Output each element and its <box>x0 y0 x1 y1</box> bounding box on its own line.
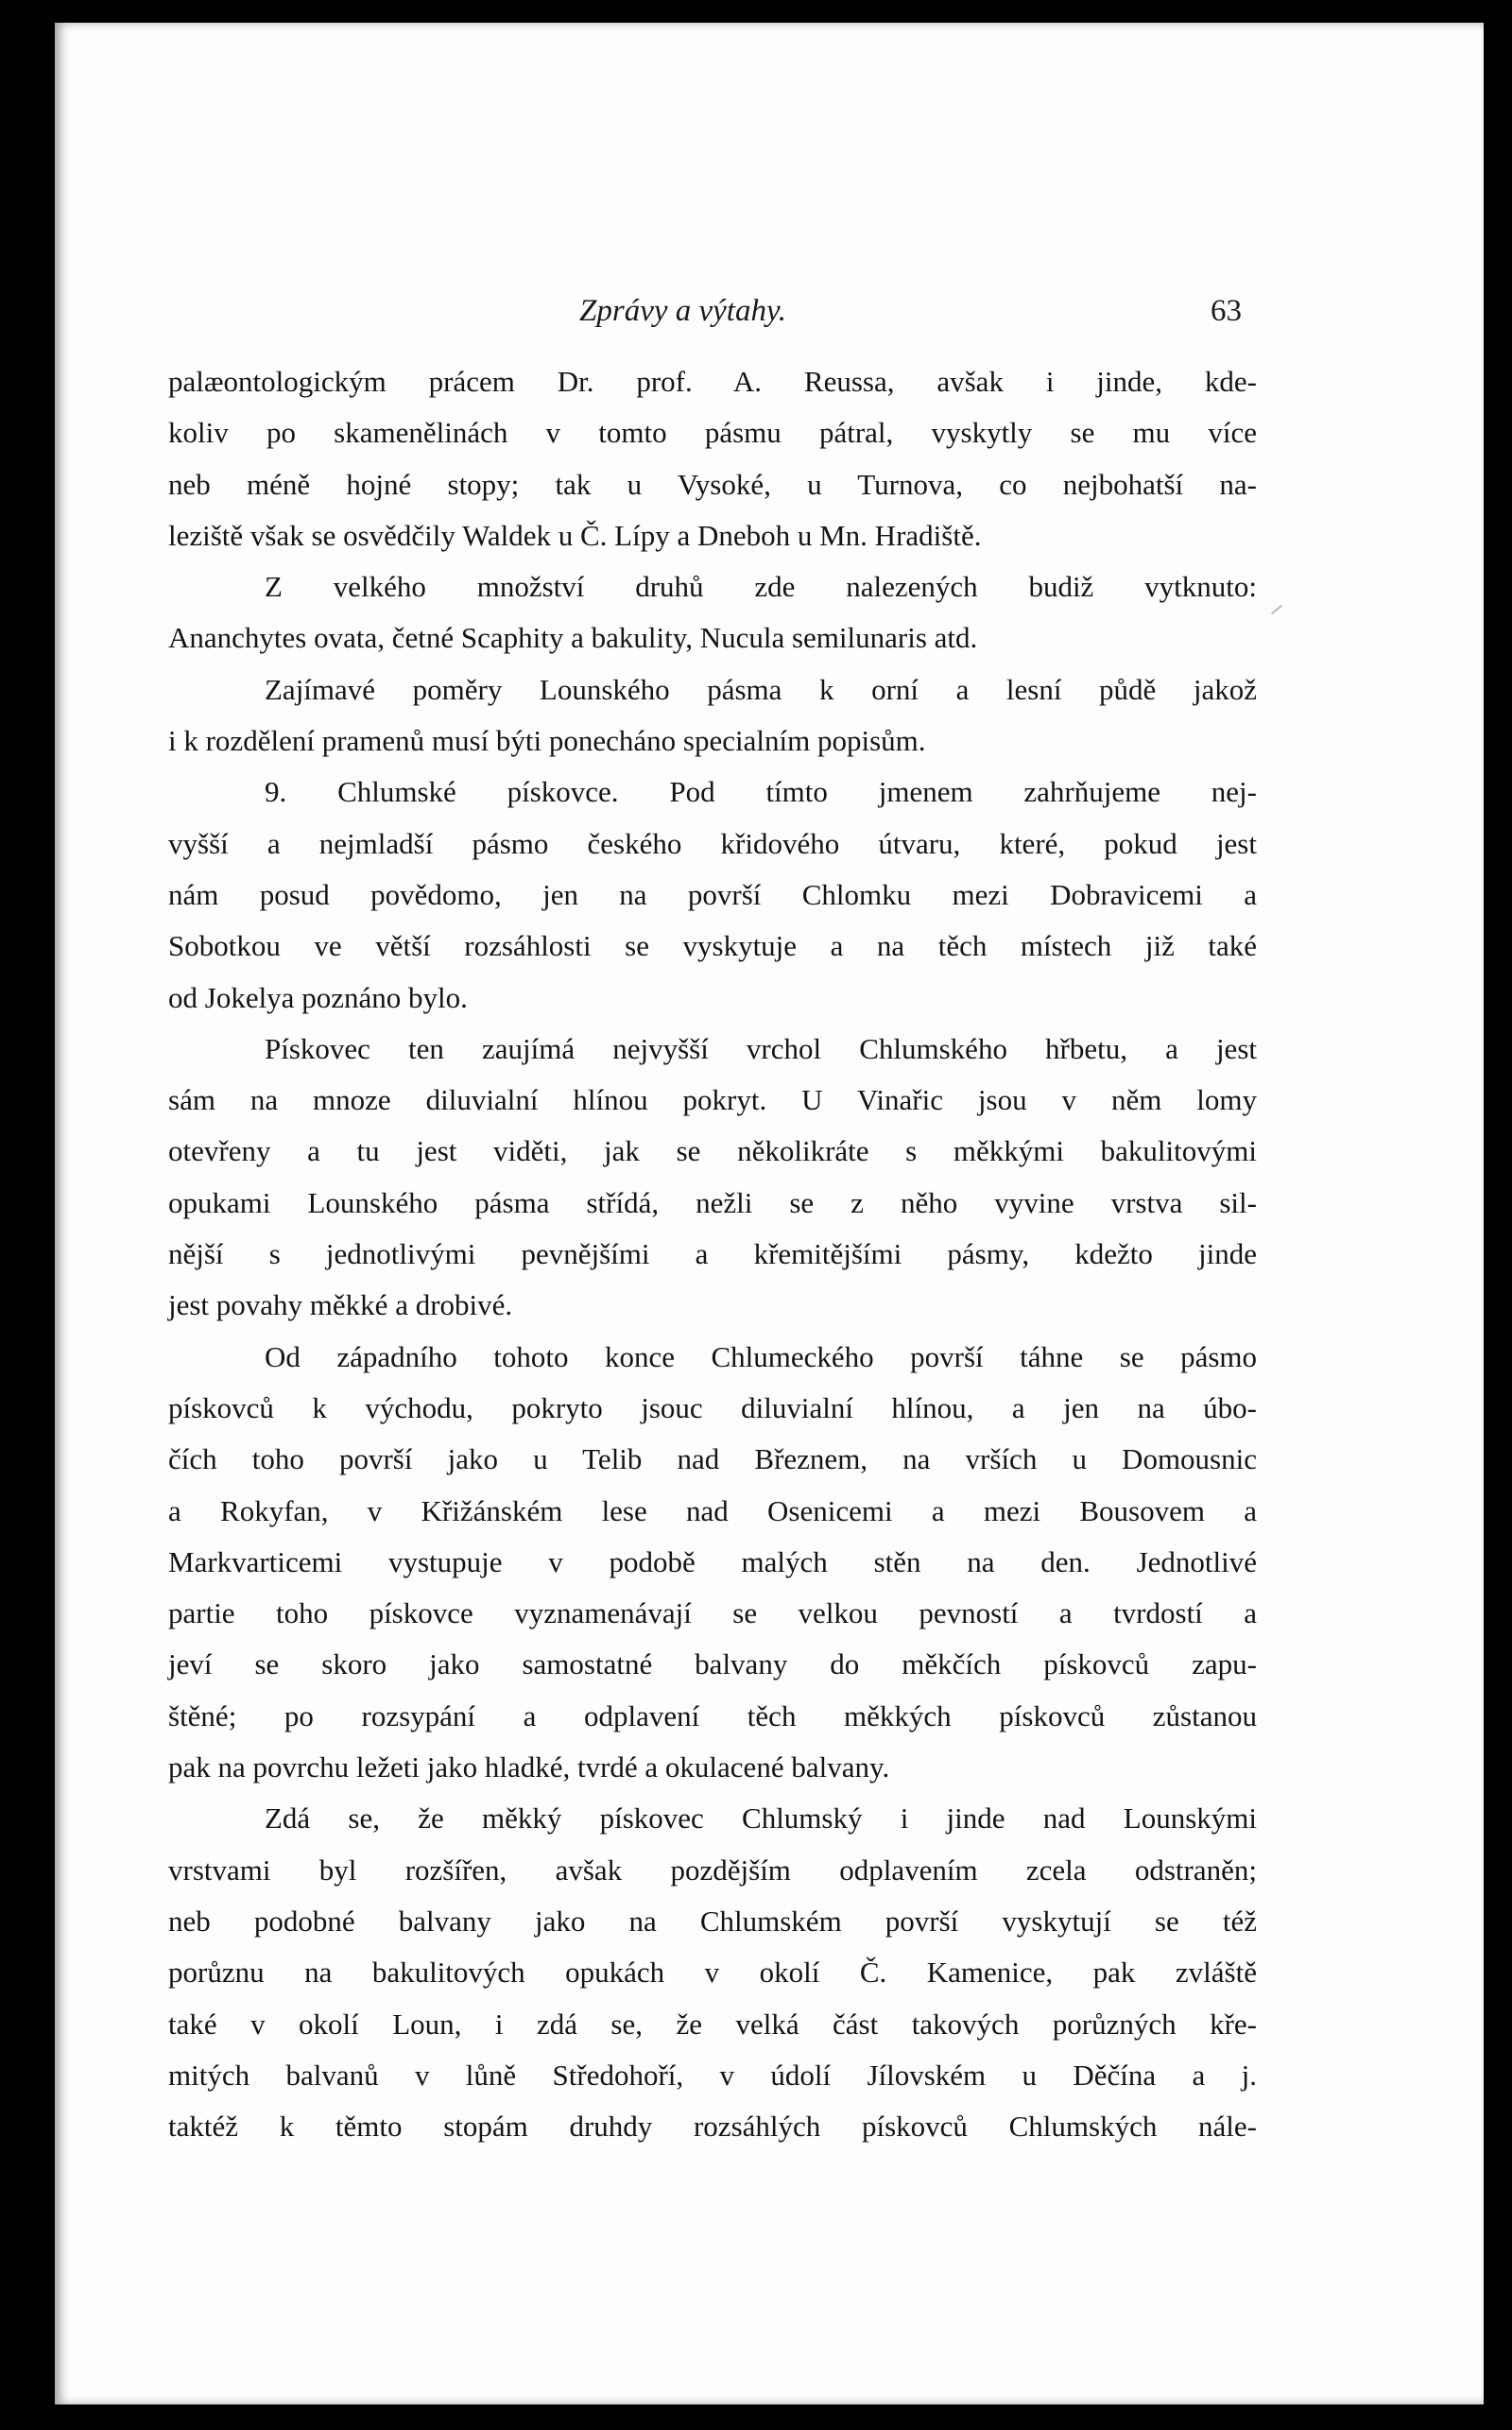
text-line: také v okolí Loun, i zdá se, že velká část takových porůzných kře- <box>168 2007 1257 2041</box>
text-line: mitých balvanů v lůně Středohoří, v údolí Jílovském u Děčína a j. <box>168 2058 1257 2092</box>
text-line: koliv po skamenělinách v tomto pásmu pátral, vyskytly se mu více <box>168 416 1257 450</box>
text-line: pískovců k východu, pokryto jsouc diluvialní hlínou, a jen na úbo- <box>168 1390 1257 1424</box>
text-line: štěné; po rozsypání a odplavení těch měkkých pískovců zůstanou <box>168 1698 1257 1732</box>
text-line: i k rozdělení pramenů musí býti ponecháno specialním popisům. <box>168 724 926 758</box>
text-line: nám posud povědomo, jen na površí Chlomku mezi Dobravicemi a <box>168 877 1257 911</box>
text-line: taktéž k těmto stopám druhdy rozsáhlých pískovců Chlumských nále- <box>168 2110 1257 2144</box>
text-line: Pískovec ten zaujímá nejvyšší vrchol Chlumského hřbetu, a jest <box>265 1031 1257 1065</box>
text-line: Ananchytes ovata, četné Scaphity a bakulity, Nucula semilunaris atd. <box>168 621 978 655</box>
text-line: porůznu na bakulitových opukách v okolí Č. Kamenice, pak zvláště <box>168 1956 1257 1990</box>
running-header <box>55 294 1484 341</box>
text-line: jest povahy měkké a drobivé. <box>168 1288 513 1322</box>
text-line: jeví se skoro jako samostatné balvany do měkčích pískovců zapu- <box>168 1647 1257 1681</box>
text-line: Od západního tohoto konce Chlumeckého površí táhne se pásmo <box>265 1339 1257 1373</box>
text-line: otevřeny a tu jest viděti, jak se několikráte s měkkými bakulitovými <box>168 1134 1257 1168</box>
text-line: Z velkého množství druhů zde nalezených budiž vytknuto: <box>265 570 1257 604</box>
text-line: pak na povrchu ležeti jako hladké, tvrdé a okulacené balvany. <box>168 1750 890 1784</box>
text-line: neb podobné balvany jako na Chlumském površí vyskytují se též <box>168 1904 1257 1938</box>
text-line: Zdá se, že měkký pískovec Chlumský i jinde nad Lounskými <box>265 1801 1257 1835</box>
text-line: palæontologickým prácem Dr. prof. A. Reussa, avšak i jinde, kde- <box>168 365 1257 398</box>
text-line: Sobotkou ve větší rozsáhlosti se vyskytuje a na těch místech již také <box>168 929 1257 963</box>
text-line: Markvarticemi vystupuje v podobě malých stěn na den. Jednotlivé <box>168 1544 1257 1578</box>
section-heading-line: 9. Chlumské pískovce. Pod tímto jmenem zahrňujeme nej- <box>265 775 1257 809</box>
text-line: sám na mnoze diluvialní hlínou pokryt. U Vinařic jsou v něm lomy <box>168 1083 1257 1117</box>
running-title: Zprávy a výtahy. <box>579 294 787 328</box>
text-line: partie toho pískovce vyznamenávají se velkou pevností a tvrdostí a <box>168 1596 1257 1630</box>
page-sheet <box>55 23 1484 2404</box>
text-line: a Rokyfan, v Křižánském lese nad Osenicemi a mezi Bousovem a <box>168 1493 1257 1527</box>
text-line: leziště však se osvědčily Waldek u Č. Lípy a Dneboh u Mn. Hradiště. <box>168 518 982 552</box>
text-line: Zajímavé poměry Lounského pásma k orní a lesní půdě jakož <box>265 672 1257 706</box>
text-line: nější s jednotlivými pevnějšími a křemitějšími pásmy, kdežto jinde <box>168 1237 1257 1271</box>
text-line: opukami Lounského pásma střídá, nežli se z něho vyvine vrstva sil- <box>168 1185 1257 1219</box>
scan-mark <box>1271 605 1282 615</box>
text-line: čích toho površí jako u Telib nad Březnem, na vrších u Domousnic <box>168 1442 1257 1476</box>
text-line: neb méně hojné stopy; tak u Vysoké, u Turnova, co nejbohatší na- <box>168 467 1257 501</box>
body-text <box>168 365 1257 2161</box>
text-line: od Jokelya poznáno bylo. <box>168 980 468 1014</box>
page-number: 63 <box>1211 294 1242 328</box>
text-line: vyšší a nejmladší pásmo českého křidového útvaru, které, pokud jest <box>168 826 1257 860</box>
text-line: vrstvami byl rozšířen, avšak pozdějším odplavením zcela odstraněn; <box>168 1853 1257 1887</box>
